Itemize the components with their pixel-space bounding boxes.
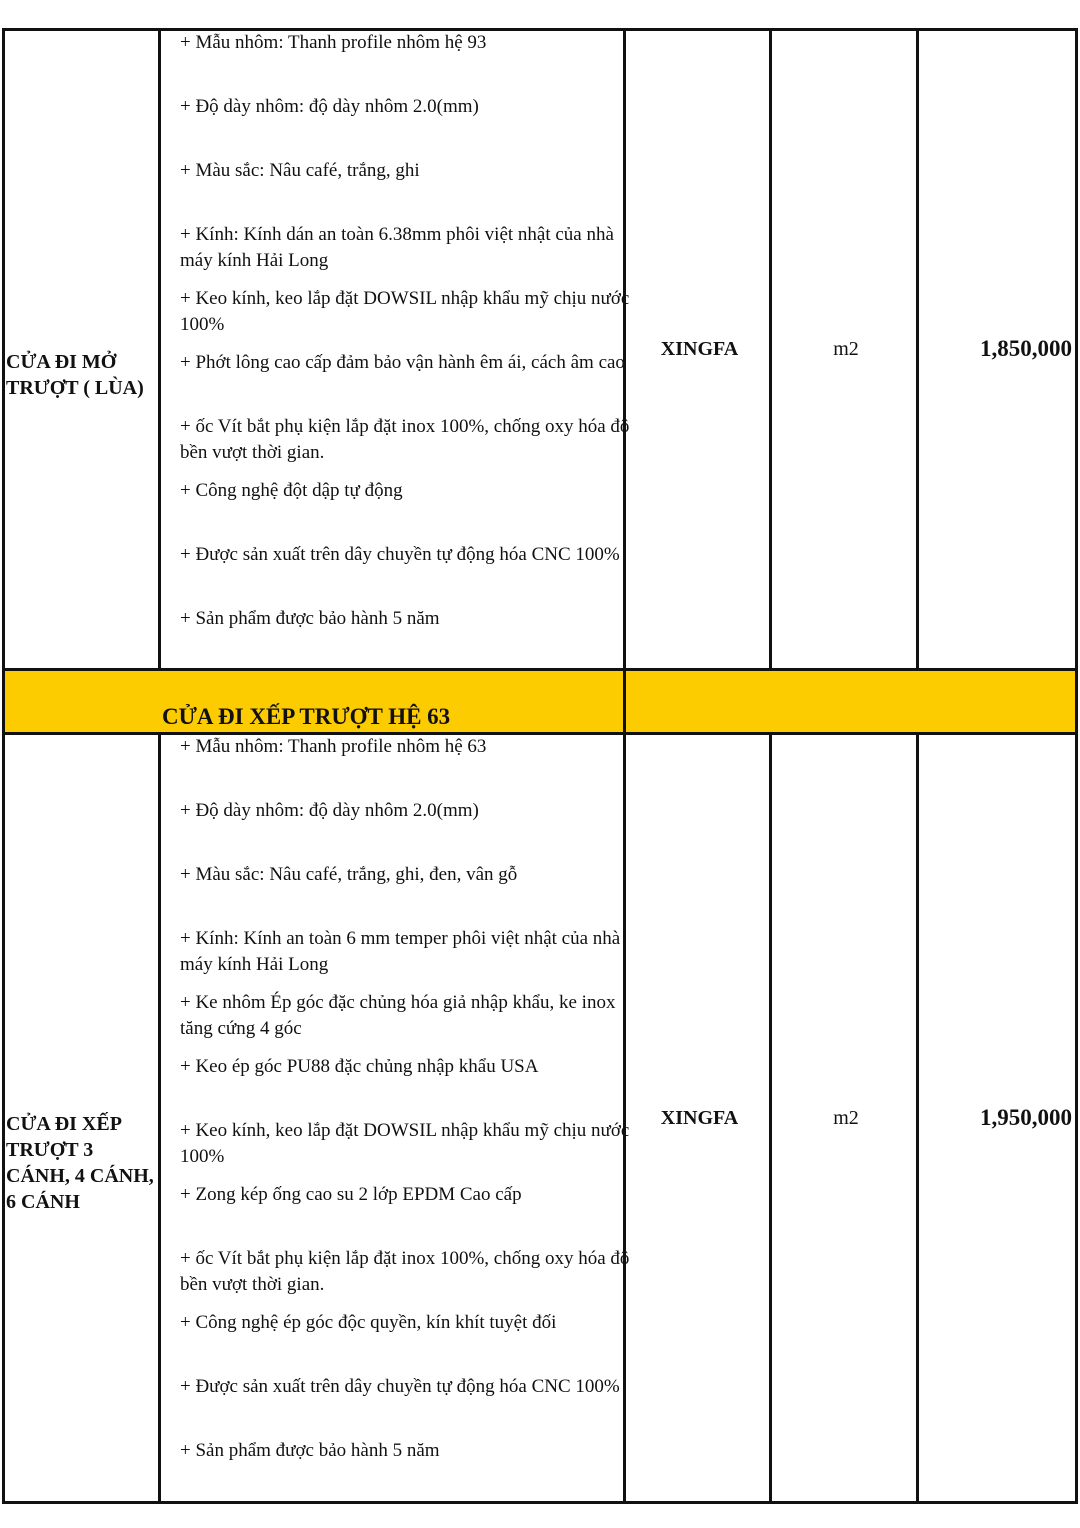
product-name: CỬA ĐI MỞ TRƯỢT ( LÙA)	[6, 351, 144, 399]
spec-item: + Công nghệ ép góc độc quyền, kín khít tuyệt đối	[180, 1312, 557, 1333]
table-row	[2, 732, 1078, 1504]
price-cell: 1,950,000	[980, 1105, 1072, 1130]
brand-cell: XINGFA	[660, 1106, 739, 1129]
spec-item: + Phớt lông cao cấp đảm bảo vận hành êm ái, cách âm cao	[180, 352, 625, 373]
spec-list	[180, 732, 630, 1504]
brand-cell: XINGFA	[660, 337, 739, 360]
unit-cell: m2	[833, 1106, 859, 1129]
unit-cell: m2	[833, 337, 859, 360]
spec-item: + Độ dày nhôm: độ dày nhôm 2.0(mm)	[180, 96, 479, 117]
spec-list	[180, 28, 630, 670]
spec-item: + ốc Vít bắt phụ kiện lắp đặt inox 100%, chống oxy hóa độ bền vượt thời gian.	[180, 416, 630, 463]
spec-item: + Màu sắc: Nâu café, trắng, ghi, đen, vân gỗ	[180, 864, 518, 885]
spec-item: + Được sản xuất trên dây chuyền tự động hóa CNC 100%	[180, 1376, 620, 1397]
spec-item: + Công nghệ đột dập tự động	[180, 480, 403, 501]
spec-item: + Được sản xuất trên dây chuyền tự động hóa CNC 100%	[180, 544, 620, 565]
spec-item: + Mẫu nhôm: Thanh profile nhôm hệ 63	[180, 736, 487, 757]
spec-item: + Ke nhôm Ép góc đặc chủng hóa giả nhập khẩu, ke inox tăng cứng 4 góc	[180, 992, 616, 1039]
spec-item: + Độ dày nhôm: độ dày nhôm 2.0(mm)	[180, 800, 479, 821]
spec-item: + Zong kép ống cao su 2 lớp EPDM Cao cấp	[180, 1184, 522, 1205]
table-row	[2, 28, 1078, 670]
spec-item: + Màu sắc: Nâu café, trắng, ghi	[180, 160, 420, 181]
spec-item: + Mẫu nhôm: Thanh profile nhôm hệ 93	[180, 32, 487, 53]
spec-item: + Sản phẩm được bảo hành 5 năm	[180, 608, 440, 629]
spec-item: + Kính: Kính dán an toàn 6.38mm phôi việt nhật của nhà máy kính Hải Long	[180, 224, 614, 271]
spec-item: + Kính: Kính an toàn 6 mm temper phôi việt nhật của nhà máy kính Hải Long	[180, 928, 621, 975]
product-name: CỬA ĐI XẾP TRƯỢT 3 CÁNH, 4 CÁNH, 6 CÁNH	[6, 1113, 154, 1213]
spec-item: + Keo kính, keo lắp đặt DOWSIL nhập khẩu mỹ chịu nước 100%	[180, 288, 630, 335]
spec-item: + Keo kính, keo lắp đặt DOWSIL nhập khẩu mỹ chịu nước 100%	[180, 1120, 630, 1167]
spec-item: + Keo ép góc PU88 đặc chủng nhập khẩu USA	[180, 1056, 539, 1077]
price-cell: 1,850,000	[980, 336, 1072, 361]
spec-item: + Sản phẩm được bảo hành 5 năm	[180, 1440, 440, 1461]
section-title: CỬA ĐI XẾP TRƯỢT HỆ 63	[162, 704, 451, 729]
spec-item: + ốc Vít bắt phụ kiện lắp đặt inox 100%, chống oxy hóa độ bền vượt thời gian.	[180, 1248, 630, 1295]
section-header-row	[2, 668, 1078, 734]
